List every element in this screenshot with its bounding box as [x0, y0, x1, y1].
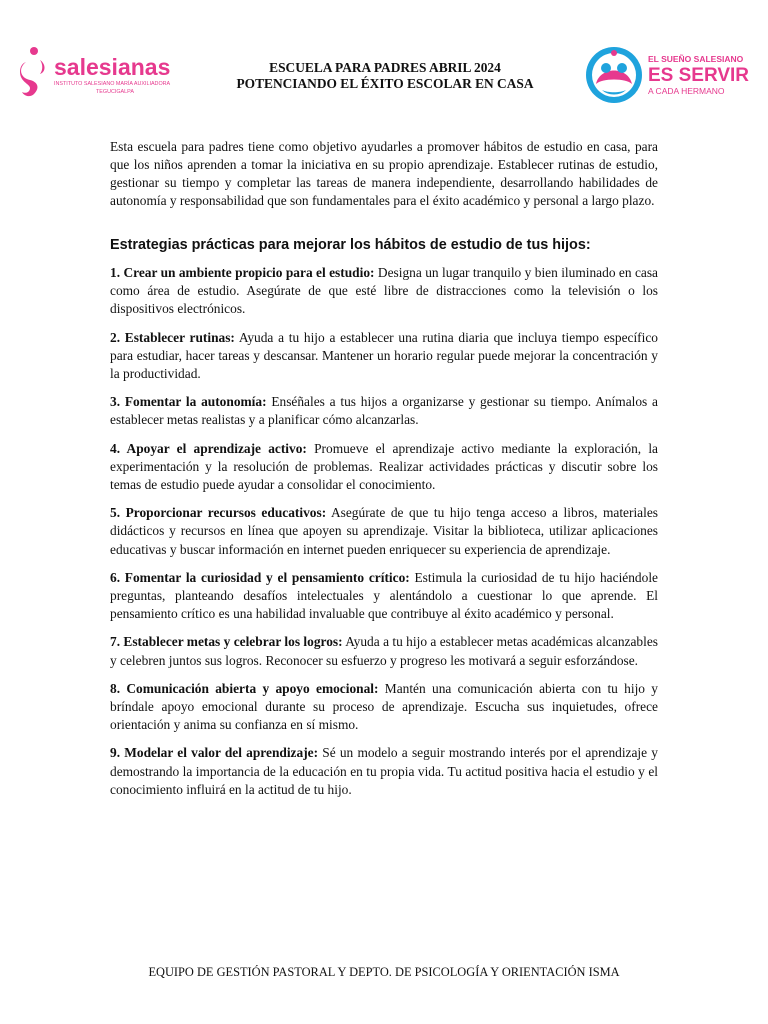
strategy-title: 9. Modelar el valor del aprendizaje:	[110, 745, 319, 761]
strategy-title: 6. Fomentar la curiosidad y el pensamiento crítico:	[110, 569, 410, 585]
strategy-item	[110, 633, 658, 669]
svg-text:A CADA HERMANO: A CADA HERMANO	[648, 86, 725, 96]
strategy-text: Enséñales a tus hijos a organizarse y gestionar su tiempo. Anímalos a establecer metas realistas y a planificar cómo alcanzarlas.	[110, 394, 658, 428]
strategy-text: Sé un modelo a seguir mostrando interés por el aprendizaje y demostrando la importancia de la educación en tu propia vida. Tu actitud positiva hacia el estudio y el conocimiento influirá en la actitud de tu hijo.	[110, 745, 658, 797]
document-footer: EQUIPO DE GESTIÓN PASTORAL Y DEPTO. DE PSICOLOGÍA Y ORIENTACIÓN ISMA	[148, 965, 620, 979]
svg-text:INSTITUTO SALESIANO MARÍA AUXI: INSTITUTO SALESIANO MARÍA AUXILIADORA	[54, 81, 171, 87]
section-heading: Estrategias prácticas para mejorar los hábitos de estudio de tus hijos:	[110, 237, 591, 253]
strategy-text: Ayuda a tu hijo a establecer una rutina diaria que incluya tiempo específico para estudiar, hacer tareas y descansar. Mantener un horario regular puede mejorar la concentración y la productividad.	[110, 329, 659, 382]
es-servir-logo	[582, 44, 752, 106]
document-body	[110, 138, 658, 809]
strategy-item	[110, 264, 658, 319]
strategy-title: 1. Crear un ambiente propicio para el estudio:	[110, 265, 375, 280]
strategy-title: 2. Establecer rutinas:	[110, 329, 235, 345]
strategies-list	[110, 264, 658, 799]
strategy-text: Estimula la curiosidad de tu hijo haciéndole preguntas, planteando desafíos intelectuales y alentándolo a cuestionar lo que aprende. El pensamiento crítico es una habilidad invaluable que contribuye al éxito académico y personal.	[110, 569, 658, 622]
strategy-item	[110, 680, 658, 735]
intro-paragraph: Esta escuela para padres tiene como objetivo ayudarles a promover hábitos de estudio en casa, para que los niños aprenden a tomar la iniciativa en su propio aprendizaje. Establecer rutinas de estudio, gestionar su tiempo y completar las tareas de manera independiente, desarrollando habilidades de autonomía y responsabilidad que son fundamentales para el éxito académico y personal a largo plazo.	[110, 139, 658, 208]
strategy-item	[110, 329, 658, 384]
strategy-text: Asegúrate de que tu hijo tenga acceso a libros, materiales didácticos y recursos en línea que apoyen su aprendizaje. Visitar la biblioteca, utilizar aplicaciones educativas y buscar información en internet pueden enriquecer su experiencia de aprendizaje.	[110, 505, 658, 557]
title-line-1: ESCUELA PARA PADRES ABRIL 2024	[269, 60, 501, 75]
title-line-2: POTENCIANDO EL ÉXITO ESCOLAR EN CASA	[236, 76, 534, 91]
strategy-item	[110, 440, 658, 495]
strategy-item	[110, 744, 658, 799]
strategy-title: 8. Comunicación abierta y apoyo emocional:	[110, 680, 379, 696]
strategy-item	[110, 504, 658, 559]
strategy-text: Ayuda a tu hijo a establecer metas académicas alcanzables y celebren juntos sus logros. Reconocer su esfuerzo y progreso les motivará a seguir esforzándose.	[110, 634, 658, 668]
strategy-title: 5. Proporcionar recursos educativos:	[110, 505, 327, 521]
svg-text:TEGUCIGALPA: TEGUCIGALPA	[96, 89, 134, 95]
strategy-text: Designa un lugar tranquilo y bien iluminado en casa como área de estudio. Asegúrate de que esté libre de distracciones como la televisión o los dispositivos electrónicos.	[110, 265, 658, 317]
strategy-title: 3. Fomentar la autonomía:	[110, 394, 267, 410]
strategy-item	[110, 569, 658, 624]
strategy-text: Promueve el aprendizaje activo mediante la exploración, la experimentación y la resolución de problemas. Realizar actividades prácticas y discutir sobre los temas de estudio puede ayudar a consolidar el conocimiento.	[110, 440, 658, 493]
svg-text:EL SUEÑO SALESIANO: EL SUEÑO SALESIANO	[648, 54, 744, 64]
svg-text:salesianas: salesianas	[54, 54, 171, 80]
svg-text:ES SERVIR: ES SERVIR	[648, 65, 750, 86]
strategy-title: 7. Establecer metas y celebrar los logros:	[110, 634, 343, 650]
strategy-title: 4. Apoyar el aprendizaje activo:	[110, 440, 307, 456]
strategy-item	[110, 393, 658, 429]
document-header	[0, 0, 768, 120]
strategy-text: Mantén una comunicación abierta con tu hijo y bríndale apoyo emocional durante su proceso de aprendizaje. Escucha sus inquietudes, ofrece orientación y anima su confianza en sí mismo.	[110, 680, 659, 733]
document-title	[190, 60, 580, 92]
salesianas-logo	[16, 44, 186, 104]
